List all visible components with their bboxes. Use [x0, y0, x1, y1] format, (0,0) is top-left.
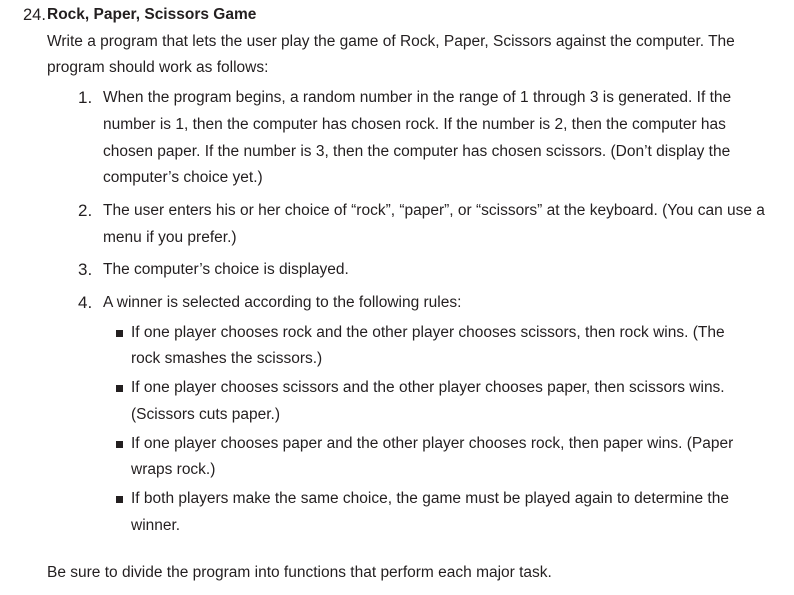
bullet-icon: [116, 385, 123, 392]
rule-text: If one player chooses rock and the other player chooses scissors, then rock wins. (The rock smashes the scissors.): [131, 323, 725, 368]
list-item: [0, 257, 794, 284]
list-item: [0, 85, 794, 192]
exercise: [0, 2, 794, 541]
steps-list: [0, 85, 794, 317]
list-item: [0, 198, 794, 251]
rule-text: If one player chooses paper and the other player chooses rock, then paper wins. (Paper wraps rock.): [131, 434, 734, 479]
exercise-number: 24.: [23, 6, 46, 24]
list-item: [0, 290, 794, 317]
rule-text: If one player chooses scissors and the other player chooses paper, then scissors wins. (Scissors cuts paper.): [131, 379, 725, 423]
closing-text: Be sure to divide the program into functions that perform each major task.: [47, 564, 552, 581]
step-number: 1.: [78, 88, 93, 108]
bullet-icon: [116, 330, 123, 337]
list-item: [0, 431, 794, 484]
rule-text: If both players make the same choice, the game must be played again to determine the winner.: [131, 489, 729, 534]
step-text: The computer’s choice is displayed.: [103, 261, 349, 279]
list-item: [0, 375, 794, 428]
exercise-title: Rock, Paper, Scissors Game: [47, 6, 257, 23]
exercise-header: [0, 2, 794, 29]
step-text: When the program begins, a random number in the range of 1 through 3 is generated. If the number is 1, then the computer has chosen rock. If the number is 2, then the computer has chosen paper. If the number is 3, then the computer has chosen scissors. (Don’t display the computer’s choice yet.): [103, 89, 732, 187]
step-number: 2.: [78, 200, 93, 220]
step-text: A winner is selected according to the following rules:: [103, 294, 462, 312]
bullet-icon: [116, 496, 123, 503]
exercise-intro: Write a program that lets the user play the game of Rock, Paper, Scissors against the computer. The program should work as follows:: [47, 32, 735, 77]
bullet-icon: [116, 441, 123, 448]
list-item: [0, 320, 794, 373]
step-text: The user enters his or her choice of “rock”, “paper”, or “scissors” at the keyboard. (You can use a menu if you prefer.): [103, 201, 765, 246]
step-number: 3.: [78, 260, 93, 280]
list-item: [0, 486, 794, 539]
rules-list: [0, 320, 794, 540]
step-number: 4.: [78, 293, 93, 313]
